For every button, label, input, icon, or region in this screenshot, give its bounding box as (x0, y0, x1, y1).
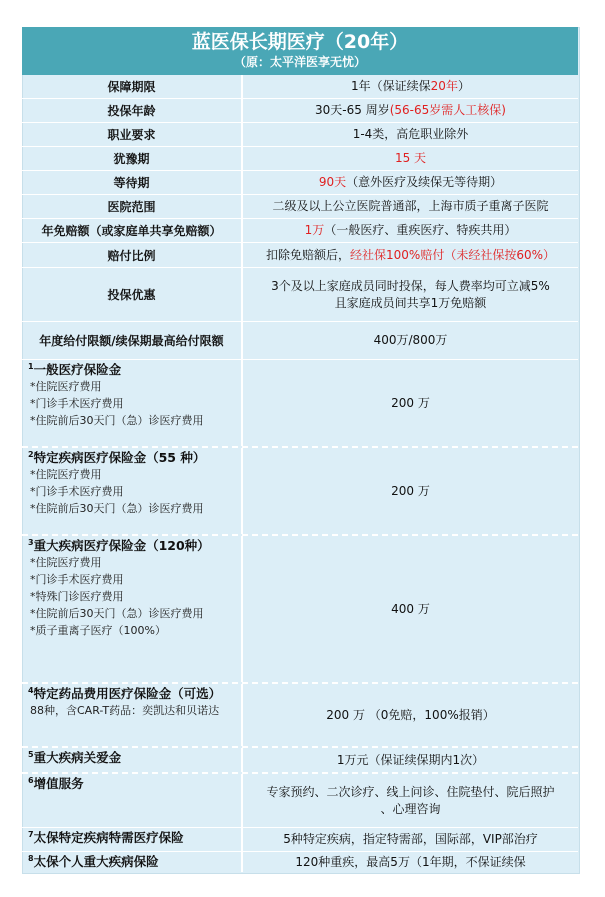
table-row (22, 219, 578, 243)
section-label: $^7$太保特定疾病特需医疗保险 (22, 828, 243, 851)
table-row (22, 171, 578, 195)
table-row (22, 748, 578, 774)
row-label: 年度给付限额/续保期最高给付限额 (22, 322, 243, 359)
table-row (22, 123, 578, 147)
row-value: 二级及以上公立医院普通部，上海市质子重离子医院 (272, 199, 549, 213)
section-label: $^1$一般医疗保险金 *住院医疗费用 *门诊手术医疗费用 *住院前后30天门（急）诊医疗费用 (22, 360, 243, 446)
row-value: 扣除免赔额后， 经社保100%赔付（未经社保按60%） (266, 247, 555, 262)
page-subtitle: （原：太平洋医享无忧） (233, 55, 366, 69)
table-row (22, 268, 578, 322)
section-value: 120种重疾，最高5万（1年期，不保证续保 (295, 854, 526, 869)
row-label: 赔付比例 (22, 243, 243, 267)
table-row (22, 774, 578, 828)
table-row (22, 684, 578, 748)
table-row (22, 852, 578, 872)
table-row (22, 828, 578, 852)
row-value: 1-4类，高危职业除外 (352, 127, 469, 141)
table-row (22, 448, 578, 536)
section-value: 200 万 (391, 395, 430, 410)
table-row (22, 360, 578, 448)
row-label: 职业要求 (22, 123, 243, 146)
row-label: 年免赔额（或家庭单共享免赔额） (22, 219, 243, 242)
row-label: 保障期限 (22, 75, 243, 98)
table-row (22, 147, 578, 171)
row-label: 投保优惠 (22, 268, 243, 321)
row-value: 1万 （一般医疗、重疾医疗、特疾共用） (304, 223, 517, 237)
table-row (22, 75, 578, 99)
section-label: $^4$特定药品费用医疗保险金（可选） 88种，含CAR-T药品：奕凯达和贝诺达 (22, 684, 243, 746)
table-row (22, 322, 578, 360)
row-label: 医院范围 (22, 195, 243, 218)
section-value: 5种特定疾病，指定特需部，国际部，VIP部治疗 (283, 832, 538, 846)
table-row (22, 243, 578, 268)
table-row (22, 536, 578, 684)
row-value: 30天-65 周岁 (56-65岁需人工核保) (315, 103, 506, 117)
row-value: 3个及以上家庭成员同时投保，每人费率均可立减5% 且家庭成员间共享1万免赔额 (271, 278, 550, 310)
page-title: 蓝医保长期医疗（20年） (191, 31, 409, 53)
section-label: $^6$增值服务 (22, 774, 243, 827)
row-label: 投保年龄 (22, 99, 243, 122)
row-value: 400万/800万 (373, 333, 448, 347)
row-value: 1年（保证续保 20年 ） (351, 79, 470, 93)
section-value: 专家预约、二次诊疗、线上问诊、住院垫付、院后照护 、心理咨询 (266, 784, 555, 816)
section-value: 200 万 （0免赔，100%报销） (326, 707, 495, 722)
table-header (22, 27, 578, 75)
row-value: 90天 （意外医疗及续保无等待期） (318, 175, 503, 189)
section-label: $^8$太保个人重大疾病保险 (22, 852, 243, 872)
row-label: 等待期 (22, 171, 243, 194)
table-row (22, 195, 578, 219)
section-label: $^3$重大疾病医疗保险金（120种） *住院医疗费用 *门诊手术医疗费用 *特殊门诊医疗费用 *住院前后30天门（急）诊医疗费用 *质子重离子医疗（100%） (22, 536, 243, 682)
table-row (22, 99, 578, 123)
section-label: $^5$重大疾病关爱金 (22, 748, 243, 772)
row-value: 15 天 (394, 151, 427, 165)
section-value: 1万元（保证续保期内1次） (336, 752, 485, 767)
row-label: 犹豫期 (22, 147, 243, 170)
section-value: 400 万 (391, 601, 430, 616)
section-label: $^2$特定疾病医疗保险金（55 种） *住院医疗费用 *门诊手术医疗费用 *住院前后30天门（急）诊医疗费用 (22, 448, 243, 534)
section-value: 200 万 (391, 483, 430, 498)
